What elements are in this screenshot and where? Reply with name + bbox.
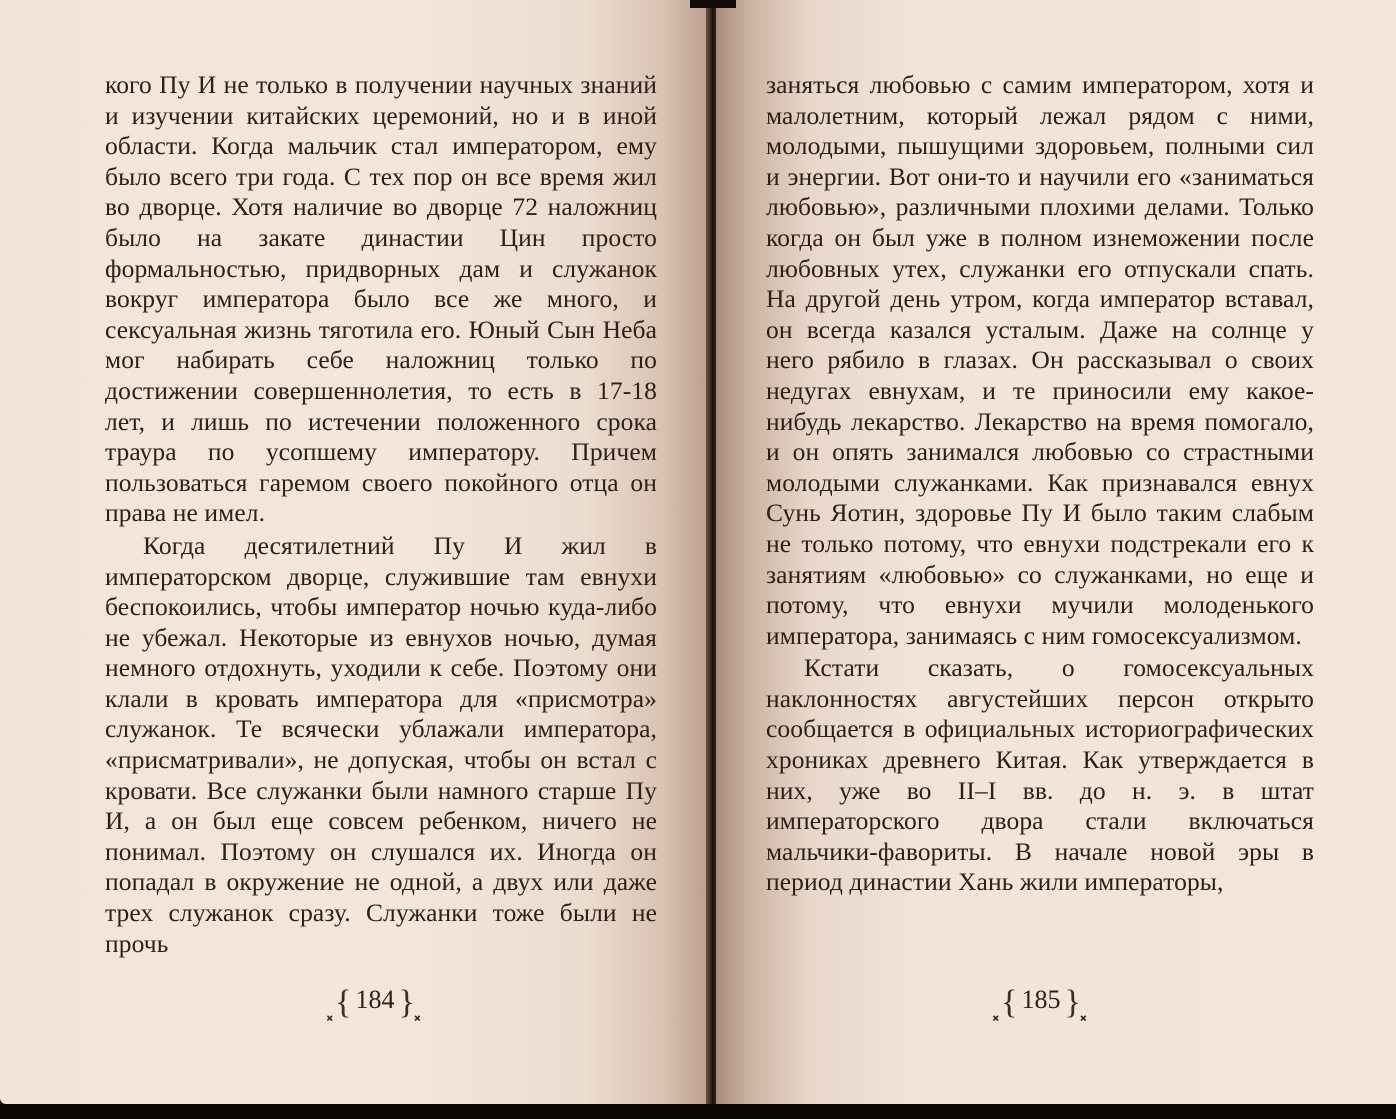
left-page-number [300, 972, 450, 1028]
spine-top-shadow [690, 0, 736, 8]
flourish-right-icon: }⸼ [398, 984, 423, 1021]
bottom-edge [0, 1104, 1396, 1119]
flourish-right-icon: }⸼ [1064, 984, 1089, 1021]
page-number-185: 185 [1021, 985, 1061, 1014]
flourish-left-icon: ⸼{ [993, 984, 1018, 1021]
right-paragraph-2: Кстати сказать, о гомосексуальных наклонностях августейших персон открыто сообщается в официальных историографических хрониках древнего Китая. Как утверждается в них, уже во II–I вв. до н. э. в штат императорского двора стали включаться мальчики-фавориты. В начале новой эры в период династии Хань жили императоры, [766, 653, 1314, 897]
right-paragraph-1: заняться любовью с самим императором, хотя и малолетним, который лежал рядом с ними, молодыми, пышущими здоровьем, полными сил и энергии. Вот они-то и научили его «заниматься любовью», различными плохими делами. Только когда он был уже в полном изнеможении после любовных утех, служанки его отпускали спать. На другой день утром, когда император вставал, он всегда казался усталым. Даже на солнце у него рябило в глазах. Он рассказывал о своих недугах евнухам, и те приносили ему какое-нибудь лекарство. Лекарство на время помогало, и он опять занимался любовью со страстными молодыми служанками. Как признавался евнух Сунь Яотин, здоровье Пу И было таким слабым не только потому, что евнухи подстрекали его к занятиям «любовью» со служанками, но еще и потому, что евнухи мучили молоденького императора, занимаясь с ним гомосексуализмом. [766, 70, 1314, 650]
left-paragraph-2: Когда десятилетний Пу И жил в императорском дворце, служившие там евнухи беспокоились, чтобы император ночью куда-либо не убежал. Некоторые из евнухов ночью, думая немного отдохнуть, уходили к себе. Поэтому они клали в кровать императора для «присмотра» служанок. Те всячески ублажали императора, «присматривали», не допуская, чтобы он встал с кровати. Все служанки были намного старше Пу И, а он был еще совсем ребенком, ничего не понимал. Поэтому он слушался их. Иногда он попадал в окружение не одной, а двух или даже трех служанок сразу. Служанки тоже были не прочь [105, 530, 657, 958]
right-page-text [766, 70, 1314, 898]
right-page [716, 0, 1396, 1104]
right-page-number [971, 972, 1111, 1028]
left-page-text [105, 70, 657, 959]
left-paragraph-1: кого Пу И не только в получении научных знаний и изучении китайских церемоний, но и в иной области. Когда мальчик стал императором, ему было всего три года. С тех пор он все время жил во дворце. Хотя наличие во дворце 72 наложниц было на закате династии Цин просто формальностью, придворных дам и служанок вокруг императора было все же много, и сексуальная жизнь тяготила его. Юный Сын Неба мог набирать себе наложниц только по достижении совершеннолетия, то есть в 17-18 лет, и лишь по истечении положенного срока траура по усопшему императору. Причем пользоваться гаремом своего покойного отца он права не имел. [105, 70, 657, 528]
flourish-left-icon: ⸼{ [327, 984, 352, 1021]
page-number-184: 184 [355, 985, 395, 1014]
